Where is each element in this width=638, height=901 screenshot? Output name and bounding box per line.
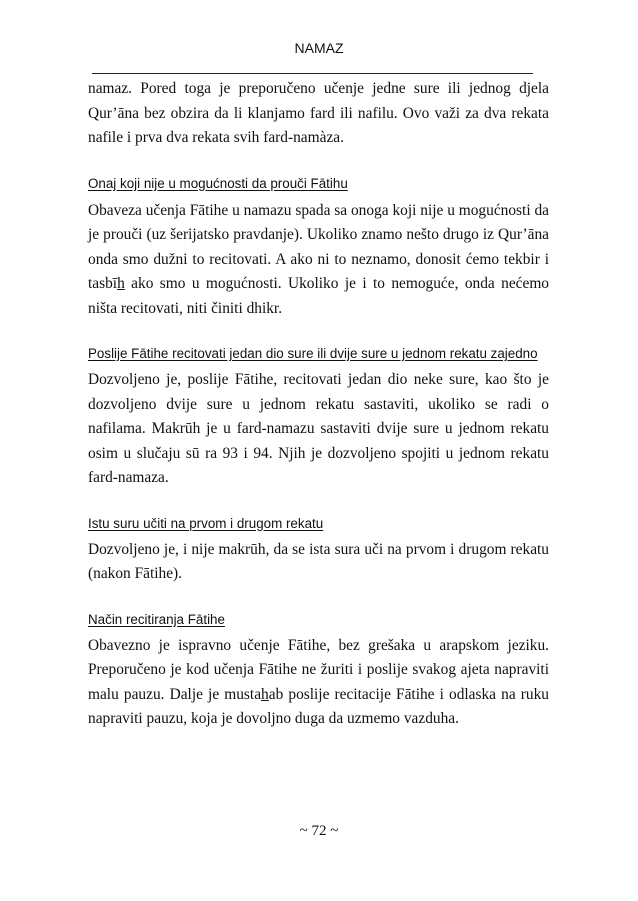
paragraph-text: Obaveza učenja Fātihe u namazu spada sa onoga koji nije u mogućnosti da je prouči (uz šerijatsko pravdanje). Ukoliko znamo nešto drugo iz Qur’āna onda smo dužni to recitovati. A ako ni to neznamo, donosit ćemo tekbir i tasbī [88,201,549,292]
section-heading: Poslije Fātihe recitovati jedan dio sure ili dvije sure u jednom rekatu zajedno [88,346,538,361]
section-heading: Istu suru učiti na prvom i drugom rekatu [88,515,324,531]
intro-paragraph: namaz. Pored toga je preporučeno učenje jedne sure ili jednog djela Qur’āna bez obzira da li klanjamo fard ili nafilu. Ovo važi za dva rekata nafile i prva dva rekata svih fard-namàza. [88,80,549,146]
section-paragraph: Dozvoljeno je, i nije makrūh, da se ista sura uči na prvom i drugom rekatu (nakon Fātihe). [88,540,549,582]
section-heading: Onaj koji nije u mogućnosti da prouči Fātihu [88,175,348,191]
underlined-letter: h [117,275,125,292]
paragraph-text: ako smo u mogućnosti. Ukoliko je i to nemoguće, onda nećemo ništa recitovati, niti činiti dhikr. [88,275,549,317]
paragraph-text: ab poslije recitacije Fātihe i odlaska na ruku napraviti pauzu, koja je dovoljno duga da uzmemo vazduha. [88,685,549,727]
page-number: ~ 72 ~ [299,823,339,839]
underlined-letter: h [261,685,269,703]
header-rule [92,73,533,74]
page-body [88,77,549,732]
paragraph-text: Obavezno je ispravno učenje Fātihe, bez grešaka u arapskom jeziku. Preporučeno je kod učenja Fātihe ne žuriti i poslije svakog ajeta napraviti malu pauzu. Dalje je musta [88,636,549,703]
section-paragraph: Dozvoljeno je, poslije Fātihe, recitovati jedan dio neke sure, kao što je dozvoljeno dvije sure u jednom rekatu sastaviti, ukoliko se radi o nafilama. Makrūh je u fard-namazu sastaviti dvije sure u jednom rekatu osim u slučaju sū ra 93 i 94. Njih je dozvoljeno spojiti u jednom rekatu fard-namaza. [88,371,549,486]
section-paragraph [88,199,549,322]
running-header: NAMAZ [294,40,344,56]
section-paragraph [88,634,549,732]
section-heading: Način recitiranja Fātihe [88,611,225,627]
